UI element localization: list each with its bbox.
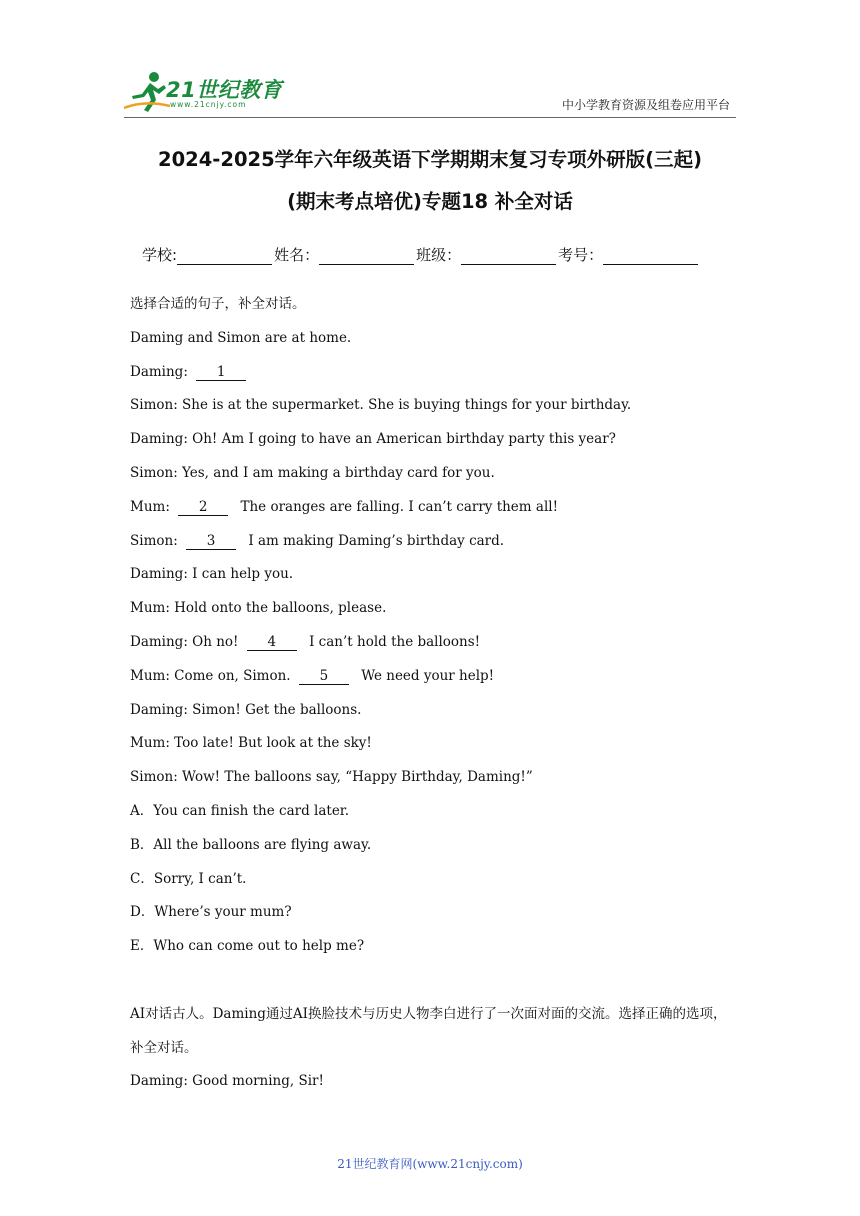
school-label: 学校: [142,246,178,264]
school-field[interactable] [177,250,272,265]
question-body [130,288,730,1099]
dialog-line: Daming: Oh! Am I going to have an American birthday party this year? [130,431,616,448]
answer-blank-5[interactable]: 5 [299,669,349,685]
dialog-line: Simon: 3 I am making Daming’s birthday card. [130,532,505,549]
page-subtitle: (期末考点培优)专题18 补全对话 [287,190,573,213]
dialog-line: Daming: Simon! Get the balloons. [130,701,362,718]
answer-blank-4[interactable]: 4 [247,635,297,651]
dialog-line: Mum: Come on, Simon. 5 We need your help! [130,667,495,684]
dialog-line: Daming: I can help you. [130,566,294,583]
answer-blank-1[interactable]: 1 [196,365,246,381]
student-info [142,244,700,265]
dialog-line: Simon: Wow! The balloons say, “Happy Birthday, Daming!” [130,769,533,786]
dialog-line: Simon: She is at the supermarket. She is buying things for your birthday. [130,397,632,414]
scene-text: Daming and Simon are at home. [130,329,352,346]
answer-blank-2[interactable]: 2 [178,500,228,516]
brand-url: www.21cnjy.com [170,100,247,109]
option-a: A．You can finish the card later. [130,802,350,819]
dialog-line: Mum: 2 The oranges are falling. I can’t carry them all! [130,498,559,515]
dialog-line: Daming: 1 [130,356,730,390]
class-label: 班级： [416,246,462,264]
class-field[interactable] [461,250,556,265]
option-e: E．Who can come out to help me? [130,938,365,955]
runner-logo-icon [124,70,172,114]
dialog-line: Mum: Too late! But look at the sky! [130,735,372,752]
option-b: B．All the balloons are flying away. [130,836,372,853]
dialog-line: Simon: Yes, and I am making a birthday card for you. [130,464,495,481]
exam-no-field[interactable] [603,250,698,265]
platform-name: 中小学教育资源及组卷应用平台 [561,98,730,112]
section1-instruction: 选择合适的句子，补全对话。 [130,296,306,312]
option-c: C．Sorry, I can’t. [130,870,247,887]
dialog-line: Mum: Hold onto the balloons, please. [130,600,387,617]
dialog-line: Daming: Oh no! 4 I can’t hold the balloons! [130,633,481,650]
brand-name: 21世纪教育 [166,78,283,102]
name-label: 姓名： [274,246,320,264]
name-field[interactable] [319,250,414,265]
spacer [130,964,730,998]
dialog-line: Daming: Good morning, Sir! [130,1073,324,1090]
exam-no-label: 考号： [558,246,604,264]
header-divider [124,117,736,118]
option-d: D．Where’s your mum? [130,904,292,921]
section2-instruction: AI对话古人。Daming通过AI换脸技术与历史人物李白进行了一次面对面的交流。选择正确的选项，补全对话。 [130,1005,727,1056]
footer: 21世纪教育网(www.21cnjy.com) [337,1157,523,1171]
page-title: 2024-2025学年六年级英语下学期期末复习专项外研版(三起) [158,148,702,171]
answer-blank-3[interactable]: 3 [186,534,236,550]
